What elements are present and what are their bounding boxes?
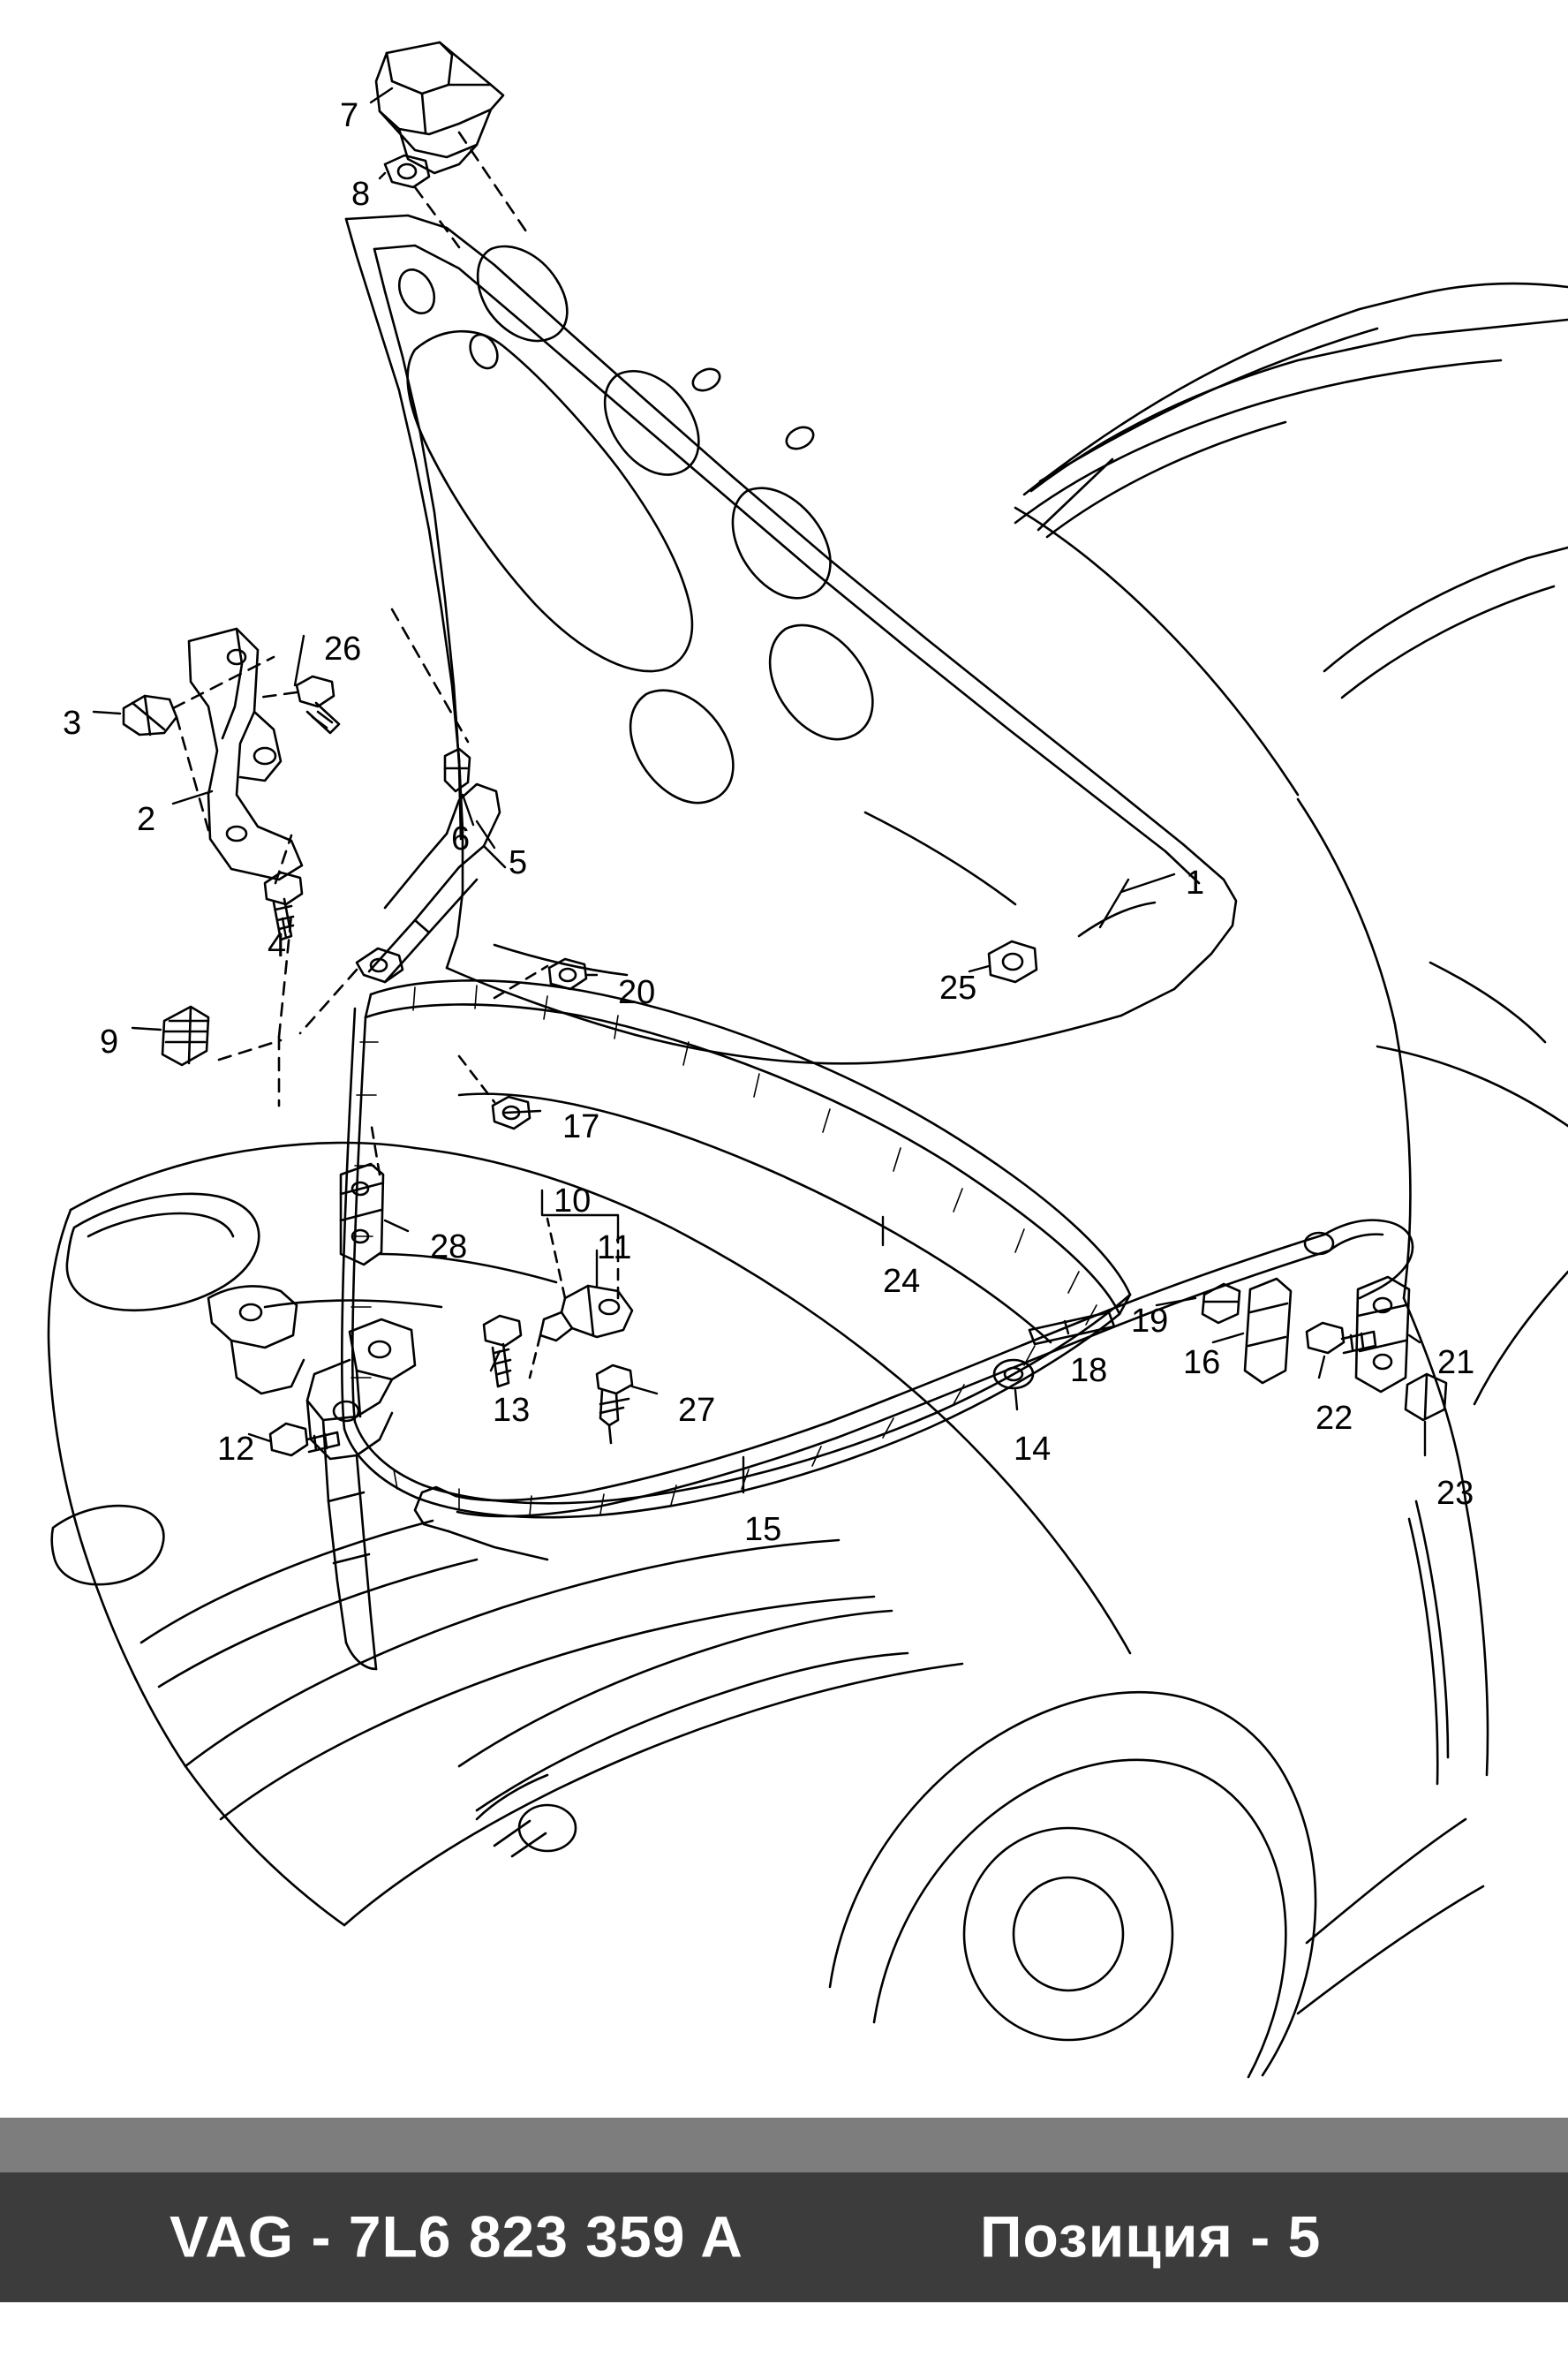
spacer-9 [162, 1007, 208, 1065]
callout-7: 7 [340, 97, 359, 134]
callout-1: 1 [1186, 865, 1205, 902]
nut-8 [385, 155, 429, 187]
bolt-13 [484, 1316, 521, 1386]
latch-striker-bracket [376, 42, 503, 173]
callout-5: 5 [509, 844, 528, 881]
callout-15: 15 [744, 1511, 782, 1548]
leader-dashes [371, 966, 618, 1378]
callout-27: 27 [678, 1392, 716, 1429]
callout-2: 2 [137, 801, 156, 838]
callout-17: 17 [562, 1108, 600, 1145]
rivet-27 [597, 1365, 632, 1443]
cowl-and-windscreen [265, 980, 1130, 1517]
footer [0, 2118, 1568, 2357]
callout-24: 24 [883, 1263, 921, 1300]
clip-3 [124, 696, 177, 735]
clip-19 [1202, 1284, 1240, 1323]
callout-25: 25 [939, 970, 977, 1007]
bolt-12 [270, 1424, 339, 1455]
callout-18: 18 [1070, 1352, 1108, 1389]
footer-accent-bar [0, 2118, 1568, 2172]
callout-12: 12 [217, 1431, 255, 1468]
position-label: Позиция - 5 [980, 2202, 1322, 2269]
callout-16: 16 [1183, 1344, 1221, 1381]
callout-21: 21 [1437, 1344, 1475, 1381]
hood-panel [346, 215, 1236, 1063]
callout-leaders [94, 88, 1425, 1492]
callout-9: 9 [100, 1024, 119, 1061]
part-number-label: VAG - 7L6 823 359 A [170, 2202, 743, 2269]
callout-19: 19 [1131, 1303, 1169, 1340]
callout-14: 14 [1014, 1431, 1052, 1468]
callout-23: 23 [1436, 1475, 1474, 1512]
bolt-22 [1307, 1323, 1376, 1353]
callout-20: 20 [618, 974, 656, 1011]
callout-6: 6 [451, 820, 471, 857]
car-body-outline [1015, 283, 1568, 1775]
gas-strut-5 [357, 784, 505, 982]
callout-13: 13 [493, 1392, 531, 1429]
hinge-bracket-2 [189, 629, 302, 880]
bolt-26 [297, 676, 339, 733]
callout-22: 22 [1315, 1400, 1353, 1437]
nut-20 [549, 959, 586, 989]
assembly-axis-left [173, 609, 471, 1106]
footer-spacer [0, 2302, 1568, 2357]
callout-10: 10 [554, 1182, 592, 1220]
buffer-stop-25 [989, 941, 1037, 982]
callout-28: 28 [430, 1228, 468, 1265]
callout-3: 3 [63, 705, 82, 742]
callout-11: 11 [597, 1229, 632, 1266]
handle-16 [1245, 1279, 1291, 1383]
callout-8: 8 [351, 176, 371, 213]
callout-26: 26 [324, 631, 362, 668]
callout-4: 4 [268, 927, 287, 964]
footer-caption-bar [0, 2172, 1568, 2302]
